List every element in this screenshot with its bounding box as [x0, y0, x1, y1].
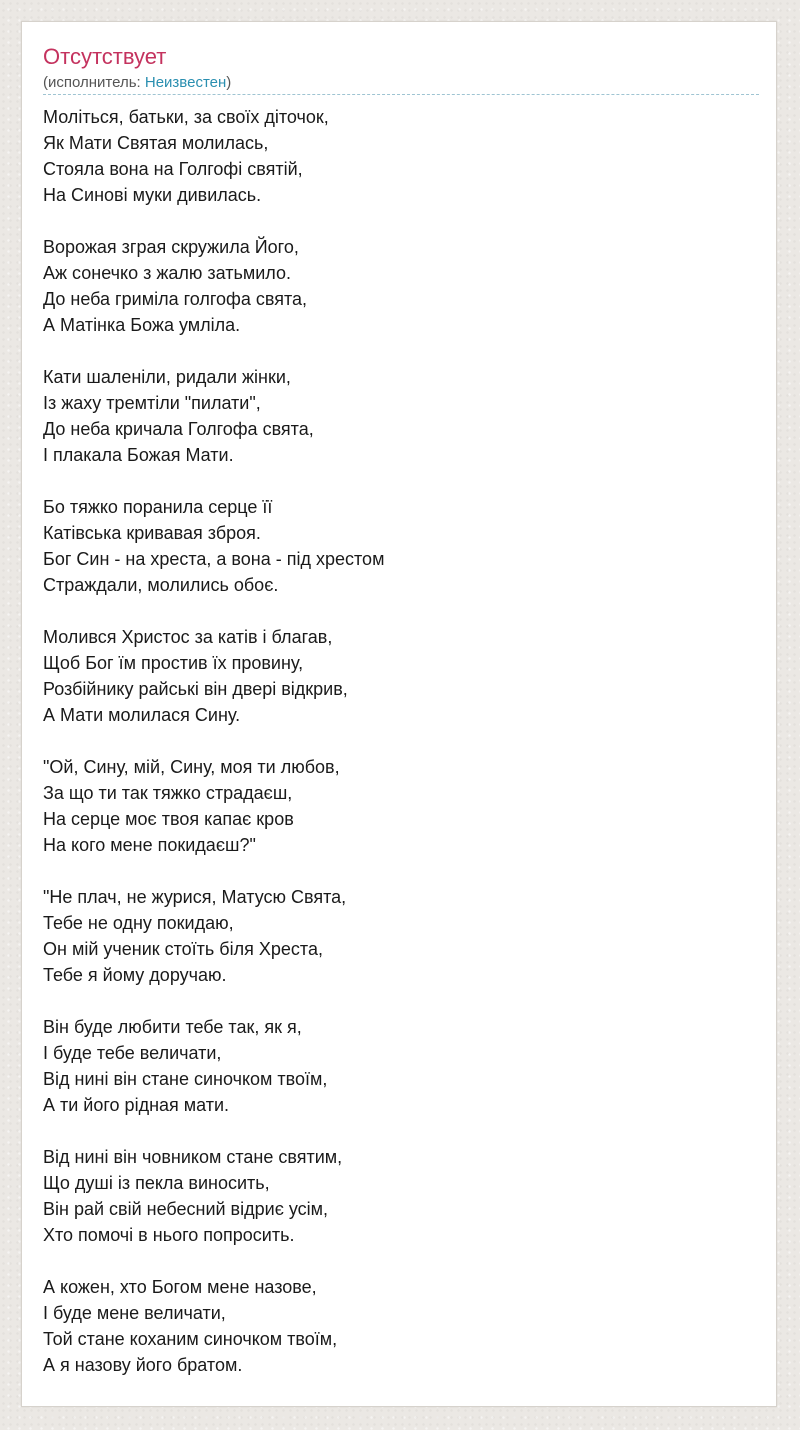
lyric-line: Молився Христос за катів і благав, — [43, 627, 333, 647]
lyric-line: І плакала Божая Мати. — [43, 445, 234, 465]
lyrics-stanza — [43, 624, 759, 728]
lyric-line: Він буде любити тебе так, як я, — [43, 1017, 302, 1037]
lyrics-text — [43, 104, 759, 1404]
artist-prefix: (исполнитель: — [43, 74, 145, 91]
lyrics-stanza — [43, 104, 759, 208]
lyric-line: Що душі із пекла виносить, — [43, 1173, 270, 1193]
lyric-line: Страждали, молились обоє. — [43, 575, 279, 595]
lyric-line: А Матінка Божа умліла. — [43, 315, 241, 335]
lyric-line: На кого мене покидаєш?" — [43, 835, 256, 855]
lyric-line: Від нині він човником стане святим, — [43, 1147, 343, 1167]
lyric-line: До неба кричала Голгофа свята, — [43, 419, 314, 439]
lyric-line: На серце моє твоя капає кров — [43, 809, 294, 829]
lyric-line: А я назову його братом. — [43, 1355, 243, 1375]
lyric-line: Он мій ученик стоїть біля Хреста, — [43, 939, 323, 959]
lyric-line: Хто помочі в нього попросить. — [43, 1225, 295, 1245]
artist-line — [43, 73, 759, 95]
lyric-line: "Ой, Сину, мій, Сину, моя ти любов, — [43, 757, 340, 777]
lyric-line: Тебе я йому доручаю. — [43, 965, 227, 985]
lyric-line: Аж сонечко з жалю затьмило. — [43, 263, 292, 283]
lyric-line: Тебе не одну покидаю, — [43, 913, 234, 933]
lyrics-stanza — [43, 884, 759, 988]
lyrics-stanza — [43, 754, 759, 858]
lyric-line: Він рай свій небесний відриє усім, — [43, 1199, 329, 1219]
artist-link[interactable]: Неизвестен — [144, 74, 227, 91]
lyric-line: Той стане коханим синочком твоїм, — [43, 1329, 338, 1349]
lyric-line: Ворожая зграя скружила Його, — [43, 237, 299, 257]
lyric-line: Бо тяжко поранила серце її — [43, 497, 273, 517]
lyrics-stanza — [43, 364, 759, 468]
lyric-line: Щоб Бог їм простив їх провину, — [43, 653, 304, 673]
lyrics-stanza — [43, 1014, 759, 1118]
lyric-line: До неба гриміла голгофа свята, — [43, 289, 308, 309]
lyric-line: Від нині він стане синочком твоїм, — [43, 1069, 328, 1089]
lyric-line: "Не плач, не журися, Матусю Свята, — [43, 887, 347, 907]
lyric-line: Із жаху тремтіли "пилати", — [43, 393, 261, 413]
song-title: Отсутствует — [43, 44, 167, 69]
artist-suffix: ) — [226, 74, 232, 91]
lyric-line: А кожен, хто Богом мене назове, — [43, 1277, 317, 1297]
lyric-line: Стояла вона на Голгофі святій, — [43, 159, 303, 179]
lyric-line: І буде мене величати, — [43, 1303, 226, 1323]
lyrics-card — [21, 21, 777, 1407]
lyrics-stanza — [43, 234, 759, 338]
lyric-line: Кати шаленіли, ридали жінки, — [43, 367, 291, 387]
lyric-line: Розбійнику райські він двері відкрив, — [43, 679, 348, 699]
lyrics-stanza — [43, 1274, 759, 1378]
lyric-line: На Синові муки дивилась. — [43, 185, 262, 205]
lyric-line: Бог Син - на хреста, а вона - під хрестом — [43, 549, 385, 569]
lyric-line: І буде тебе величати, — [43, 1043, 222, 1063]
lyrics-stanza — [43, 1144, 759, 1248]
lyric-line: А ти його рідная мати. — [43, 1095, 230, 1115]
lyric-line: Як Мати Святая молилась, — [43, 133, 269, 153]
lyric-line: Катівська кривавая зброя. — [43, 523, 261, 543]
lyric-line: За що ти так тяжко страдаєш, — [43, 783, 293, 803]
lyric-line: А Мати молилася Сину. — [43, 705, 241, 725]
lyrics-stanza — [43, 494, 759, 598]
lyric-line: Моліться, батьки, за своїх діточок, — [43, 107, 329, 127]
